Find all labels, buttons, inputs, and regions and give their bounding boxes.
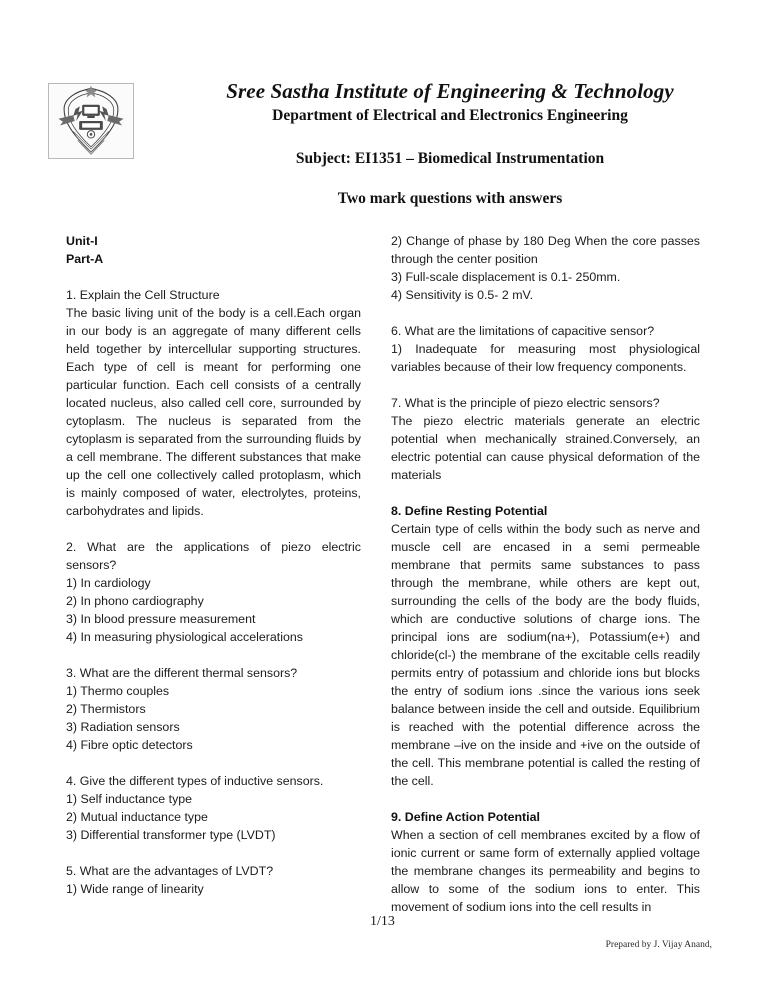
list-item: 4) Fibre optic detectors <box>66 738 193 752</box>
document-type-line: Two mark questions with answers <box>337 190 563 207</box>
question-3-title: 3. What are the different thermal sensors? <box>66 666 298 680</box>
document-header <box>0 78 765 207</box>
page-number: 1/13 <box>370 914 395 929</box>
list-item: 1) Self inductance type <box>66 792 193 806</box>
right-column <box>391 232 700 916</box>
institute-crest-emblem <box>49 84 133 158</box>
spacer <box>391 790 700 808</box>
question-7-body: The piezo electric materials generate an electric potential when mechanically strained.Conversely, an electric potential can cause physical deformation of the materials <box>391 414 700 482</box>
question-9-body: When a section of cell membranes excited by a flow of ionic current or same form of externally applied voltage the membrane changes its permeability and begins to allow to some of the sodium ions to enter. This movement of sodium ions into the cell results in <box>391 828 700 914</box>
list-item: 3) Differential transformer type (LVDT) <box>66 828 276 842</box>
institute-logo <box>48 83 134 159</box>
list-item: 1) Thermo couples <box>66 684 170 698</box>
question-8-body: Certain type of cells within the body such as nerve and muscle cell are encased in a semi permeable membrane that permits same substances to pass through the membrane, while others are kept out, surrounding the cells of the body are the body fluids, which are conductive solutions of charge ions. The principal ions are sodium(na+), Potassium(e+) and chloride(cl-) the membrane of the excitable cells readily permits entry of potassium and chloride ions but blocks the entry of sodium ions .since the various ions seek balance between inside the cell and outside. Equilibrium is reached with the potential difference across the membrane –ive on the inside and +ive on the outside of the cell. This membrane potential is called the resting of the cell. <box>391 522 700 788</box>
question-5-title: 5. What are the advantages of LVDT? <box>66 864 274 878</box>
question-8-title: 8. Define Resting Potential <box>391 504 548 518</box>
spacer <box>66 268 361 286</box>
document-footer <box>0 908 765 978</box>
question-1-body: The basic living unit of the body is a cell.Each organ in our body is an aggregate of many different cells held together by intercellular supporting structures. Each type of cell is meant for performing one particular function. Each cell consists of a centrally located nucleus, also called cell core, surrounded by cytoplasm. The nucleus is separated from the cytoplasm is separated from the surrounding fluids by a cell membrane. The different substances that make up the cell one collectively called protoplasm, which is mainly composed of water, electrolytes, proteins, carbohydrates and lipids. <box>66 306 361 518</box>
question-6-body: 1) Inadequate for measuring most physiological variables because of their low frequency components. <box>391 342 700 374</box>
list-item: 3) Full-scale displacement is 0.1- 250mm. <box>391 270 621 284</box>
question-1-title: 1. Explain the Cell Structure <box>66 288 220 302</box>
prepared-by-note: Prepared by J. Vijay Anand, <box>605 940 712 950</box>
question-7-title: 7. What is the principle of piezo electric sensors? <box>391 396 660 410</box>
institute-name: Sree Sastha Institute of Engineering & Technology <box>226 79 674 103</box>
unit-label: Unit-I <box>66 234 98 248</box>
left-column <box>66 232 361 898</box>
question-2-title: 2. What are the applications of piezo electric sensors? <box>66 540 361 572</box>
list-item: 4) Sensitivity is 0.5- 2 mV. <box>391 288 534 302</box>
list-item: 3) In blood pressure measurement <box>66 612 256 626</box>
list-item: 4) In measuring physiological accelerations <box>66 630 303 644</box>
list-item: 1) In cardiology <box>66 576 151 590</box>
spacer <box>66 646 361 664</box>
list-item: 2) Thermistors <box>66 702 146 716</box>
part-label: Part-A <box>66 252 104 266</box>
department-name: Department of Electrical and Electronics Engineering <box>272 107 628 124</box>
subject-line: Subject: EI1351 – Biomedical Instrumentation <box>295 150 605 167</box>
list-item: 2) Mutual inductance type <box>66 810 208 824</box>
question-6-title: 6. What are the limitations of capacitive sensor? <box>391 324 655 338</box>
spacer <box>391 484 700 502</box>
question-9-title: 9. Define Action Potential <box>391 810 540 824</box>
list-item: 2) Change of phase by 180 Deg When the core passes through the center position <box>391 234 700 266</box>
spacer <box>66 844 361 862</box>
spacer <box>66 754 361 772</box>
list-item: 1) Wide range of linearity <box>66 882 204 896</box>
list-item: 3) Radiation sensors <box>66 720 180 734</box>
header-text-block <box>150 78 750 209</box>
spacer <box>391 376 700 394</box>
list-item: 2) In phono cardiography <box>66 594 204 608</box>
question-4-title: 4. Give the different types of inductive sensors. <box>66 774 324 788</box>
spacer <box>66 520 361 538</box>
spacer <box>391 304 700 322</box>
